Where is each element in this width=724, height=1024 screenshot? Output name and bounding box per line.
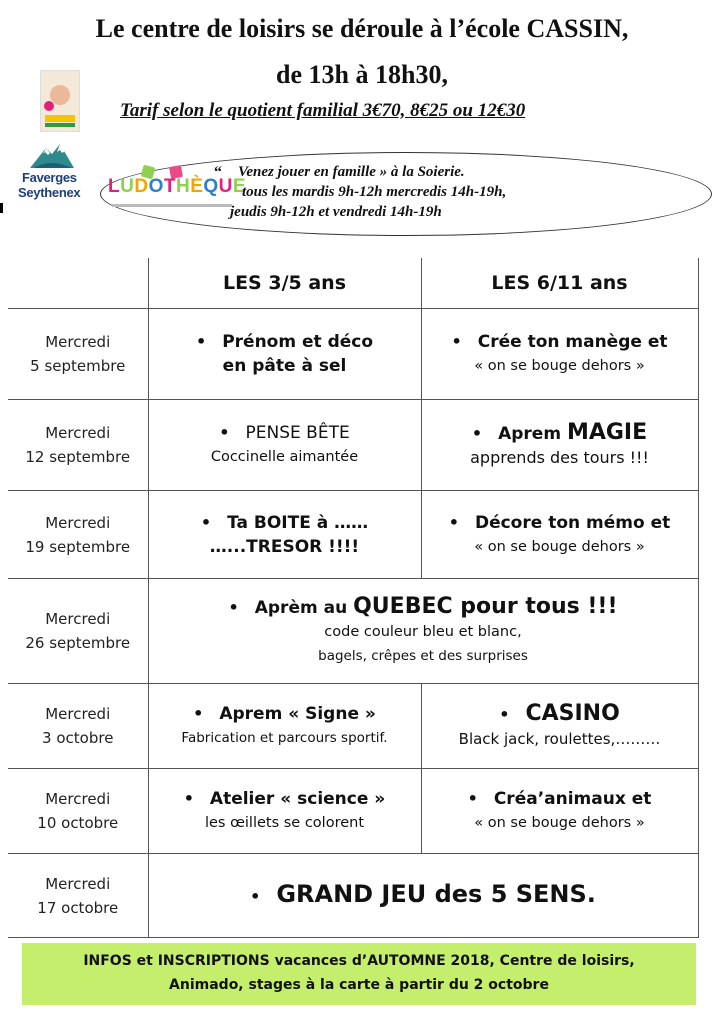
activity-schedule-table [8, 258, 699, 938]
logo-name-line2: Seythenex [18, 185, 81, 200]
table-row [8, 491, 698, 579]
activity-cell-3-5: • Ta BOITE à …… …...TRESOR !!!! [148, 491, 421, 579]
activity-cell-6-11: • CASINO Black jack, roulettes,……… [421, 684, 698, 769]
date-cell: Mercredi 17 octobre [8, 854, 148, 938]
tarif-text: Tarif selon le quotient familial 3€70, 8€25 ou 12€30 [120, 100, 526, 121]
table-row [8, 400, 698, 491]
activity-cell-6-11: • Crée ton manège et « on se bouge dehors » [421, 309, 698, 400]
date-cell: Mercredi 3 octobre [8, 684, 148, 769]
bullet-icon: • [467, 789, 478, 808]
page-title-line1: Le centre de loisirs se déroule à l’école CASSIN, [95, 14, 629, 43]
activity-cell-3-5: • PENSE BÊTE Coccinelle aimantée [148, 400, 421, 491]
ludo-line1: Venez jouer en famille » à la Soierie. [238, 164, 465, 180]
table-row [8, 684, 698, 769]
footer-line1: INFOS et INSCRIPTIONS vacances d’AUTOMNE 2018, Centre de loisirs, [83, 953, 635, 969]
activity-cell-all-ages: • GRAND JEU des 5 SENS. [148, 854, 698, 938]
table-header-row [8, 258, 698, 309]
activity-cell-3-5: • Atelier « science » les œillets se colorent [148, 769, 421, 854]
bullet-icon: • [250, 887, 261, 906]
bullet-icon: • [228, 597, 239, 617]
table-row [8, 579, 698, 684]
page-title-line2: de 13h à 18h30, [276, 60, 448, 89]
bullet-icon: • [219, 423, 230, 442]
bullet-icon: • [448, 512, 459, 532]
ludo-line3: jeudis 9h-12h et vendredi 14h-19h [230, 204, 442, 220]
footer-info-box [22, 943, 696, 1005]
ludo-line2: tous les mardis 9h-12h mercredis 14h-19h, [242, 184, 507, 200]
header-6-11-ans: LES 6/11 ans [421, 258, 698, 309]
activity-cell-6-11: • Créa’animaux et « on se bouge dehors » [421, 769, 698, 854]
logo-name-line1: Faverges [22, 170, 77, 185]
table-row [8, 309, 698, 400]
mountain-icon [28, 140, 76, 170]
faverges-seythenex-logo [18, 140, 94, 206]
ludotheque-schedule [230, 162, 690, 222]
activity-cell-all-ages: • Aprèm au QUEBEC pour tous !!! code couleur bleu et blanc, bagels, crêpes et des surprises [148, 579, 698, 684]
header-3-5-ans: LES 3/5 ans [148, 258, 421, 309]
date-cell: Mercredi 10 octobre [8, 769, 148, 854]
bullet-icon: • [195, 332, 207, 351]
margin-mark [0, 203, 3, 213]
activity-cell-6-11: • Décore ton mémo et « on se bouge dehors » [421, 491, 698, 579]
quote-mark: “ [214, 164, 222, 181]
bullet-icon: • [471, 423, 483, 443]
date-cell: Mercredi 19 septembre [8, 491, 148, 579]
activity-cell-6-11: • Aprem MAGIE apprends des tours !!! [421, 400, 698, 491]
date-cell: Mercredi 5 septembre [8, 309, 148, 400]
table-row [8, 769, 698, 854]
ludotheque-logo-text: LUDOTHÈQUE [108, 176, 247, 197]
date-cell: Mercredi 12 septembre [8, 400, 148, 491]
poster-thumbnail-image [40, 70, 80, 132]
date-cell: Mercredi 26 septembre [8, 579, 148, 684]
bullet-icon: • [193, 704, 204, 723]
activity-cell-3-5: • Prénom et déco en pâte à sel [148, 309, 421, 400]
bullet-icon: • [183, 789, 194, 808]
table-row [8, 854, 698, 938]
bullet-icon: • [200, 512, 212, 532]
bullet-icon: • [499, 704, 510, 724]
bullet-icon: • [451, 332, 462, 351]
corner-cell [8, 258, 148, 309]
activity-cell-3-5: • Aprem « Signe » Fabrication et parcours sportif. [148, 684, 421, 769]
footer-line2: Animado, stages à la carte à partir du 2 octobre [169, 977, 549, 993]
